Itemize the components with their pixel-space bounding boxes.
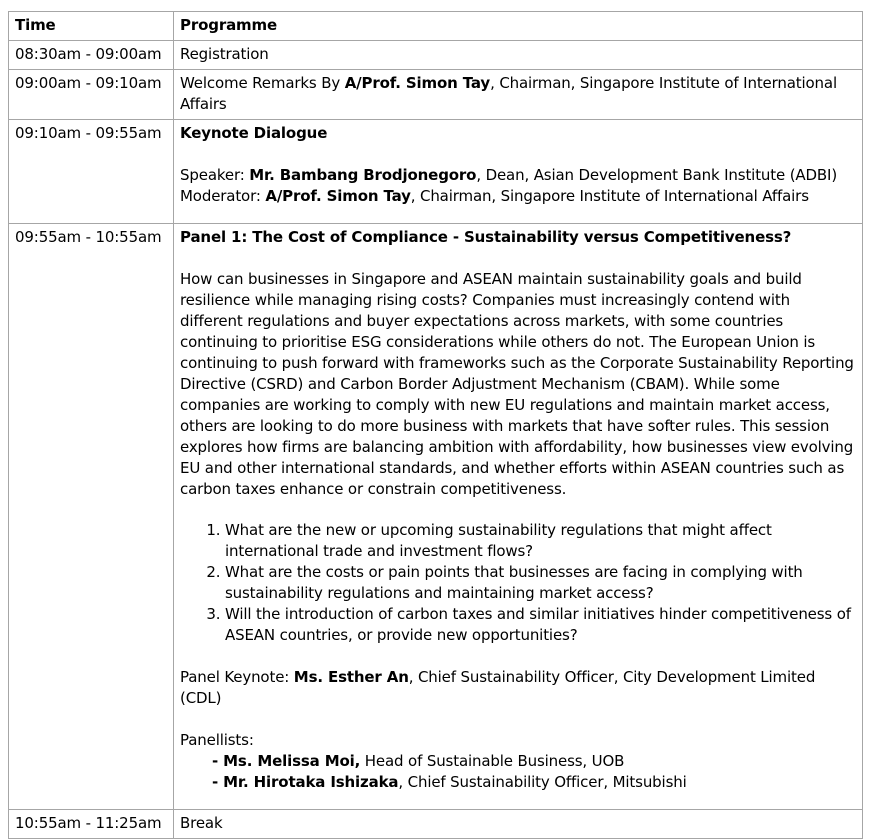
moderator-role: , Chairman, Singapore Institute of International Affairs bbox=[410, 187, 809, 205]
speaker-name: Mr. Bambang Brodjonegoro bbox=[249, 166, 477, 184]
programme-column-header: Programme bbox=[174, 12, 863, 41]
panellist-role: , Chief Sustainability Officer, Mitsubishi bbox=[398, 773, 687, 791]
time-cell: 09:55am - 10:55am bbox=[9, 224, 174, 810]
panel-keynote-line bbox=[180, 667, 857, 709]
time-cell: 10:55am - 11:25am bbox=[9, 810, 174, 839]
keynote-name: Ms. Esther An bbox=[293, 668, 409, 686]
moderator-line bbox=[180, 186, 857, 207]
panellist-role: Head of Sustainable Business, UOB bbox=[360, 752, 625, 770]
speaker-role: , Dean, Asian Development Bank Institute (ADBI) bbox=[476, 166, 838, 184]
panellists-list bbox=[180, 751, 857, 793]
table-row bbox=[9, 224, 863, 810]
table-row bbox=[9, 120, 863, 224]
welcome-speaker-role: , Chairman, Singapore Institute of International Affairs bbox=[180, 74, 837, 113]
panellist-name: - Mr. Hirotaka Ishizaka bbox=[212, 773, 399, 791]
list-item: 3. Will the introduction of carbon taxes and similar initiatives hinder competitiveness of ASEAN countries, or provide new opportunities? bbox=[225, 604, 857, 646]
panellists-label: Panellists: bbox=[180, 731, 254, 749]
welcome-prefix: Welcome Remarks By bbox=[180, 74, 345, 92]
question-list bbox=[180, 520, 857, 646]
table-header-row bbox=[9, 12, 863, 41]
time-column-header: Time bbox=[9, 12, 174, 41]
time-cell: 08:30am - 09:00am bbox=[9, 41, 174, 70]
keynote-role: , Chief Sustainability Officer, City Development Limited (CDL) bbox=[180, 668, 816, 707]
list-item bbox=[212, 772, 857, 793]
programme-cell bbox=[174, 224, 863, 810]
session-title: Panel 1: The Cost of Compliance - Sustainability versus Competitiveness? bbox=[180, 228, 792, 246]
programme-cell: Registration bbox=[174, 41, 863, 70]
time-cell: 09:10am - 09:55am bbox=[9, 120, 174, 224]
keynote-label: Panel Keynote: bbox=[180, 668, 294, 686]
table-row bbox=[9, 70, 863, 120]
list-item: 2. What are the costs or pain points that businesses are facing in complying with sustainability regulations and maintaining market access? bbox=[225, 562, 857, 604]
panellist-name: - Ms. Melissa Moi, bbox=[212, 752, 361, 770]
programme-cell bbox=[174, 120, 863, 224]
programme-cell: Break bbox=[174, 810, 863, 839]
table-row bbox=[9, 810, 863, 839]
session-description: How can businesses in Singapore and ASEAN maintain sustainability goals and build resilience while managing rising costs? Companies must increasingly contend with different regulations and buyer expectations across markets, with some countries continuing to prioritise ESG considerations while others do not. The European Union is continuing to push forward with frameworks such as the Corporate Sustainability Reporting Directive (CSRD) and Carbon Border Adjustment Mechanism (CBAM). While some companies are working to comply with new EU regulations and maintain market access, others are looking to do more business with markets that have softer rules. This session explores how firms are balancing ambition with affordability, how businesses view evolving EU and other international standards, and whether efforts within ASEAN countries such as carbon taxes enhance or constrain competitiveness. bbox=[180, 270, 854, 498]
moderator-name: A/Prof. Simon Tay bbox=[265, 187, 411, 205]
list-item: 1. What are the new or upcoming sustainability regulations that might affect international trade and investment flows? bbox=[225, 520, 857, 562]
table-row bbox=[9, 41, 863, 70]
session-title: Keynote Dialogue bbox=[180, 124, 328, 142]
programme-table bbox=[8, 11, 863, 839]
time-cell: 09:00am - 09:10am bbox=[9, 70, 174, 120]
moderator-label: Moderator: bbox=[180, 187, 266, 205]
welcome-speaker-name: A/Prof. Simon Tay bbox=[344, 74, 491, 92]
list-item bbox=[212, 751, 857, 772]
programme-cell bbox=[174, 70, 863, 120]
speaker-line bbox=[180, 165, 857, 186]
speaker-label: Speaker: bbox=[180, 166, 250, 184]
